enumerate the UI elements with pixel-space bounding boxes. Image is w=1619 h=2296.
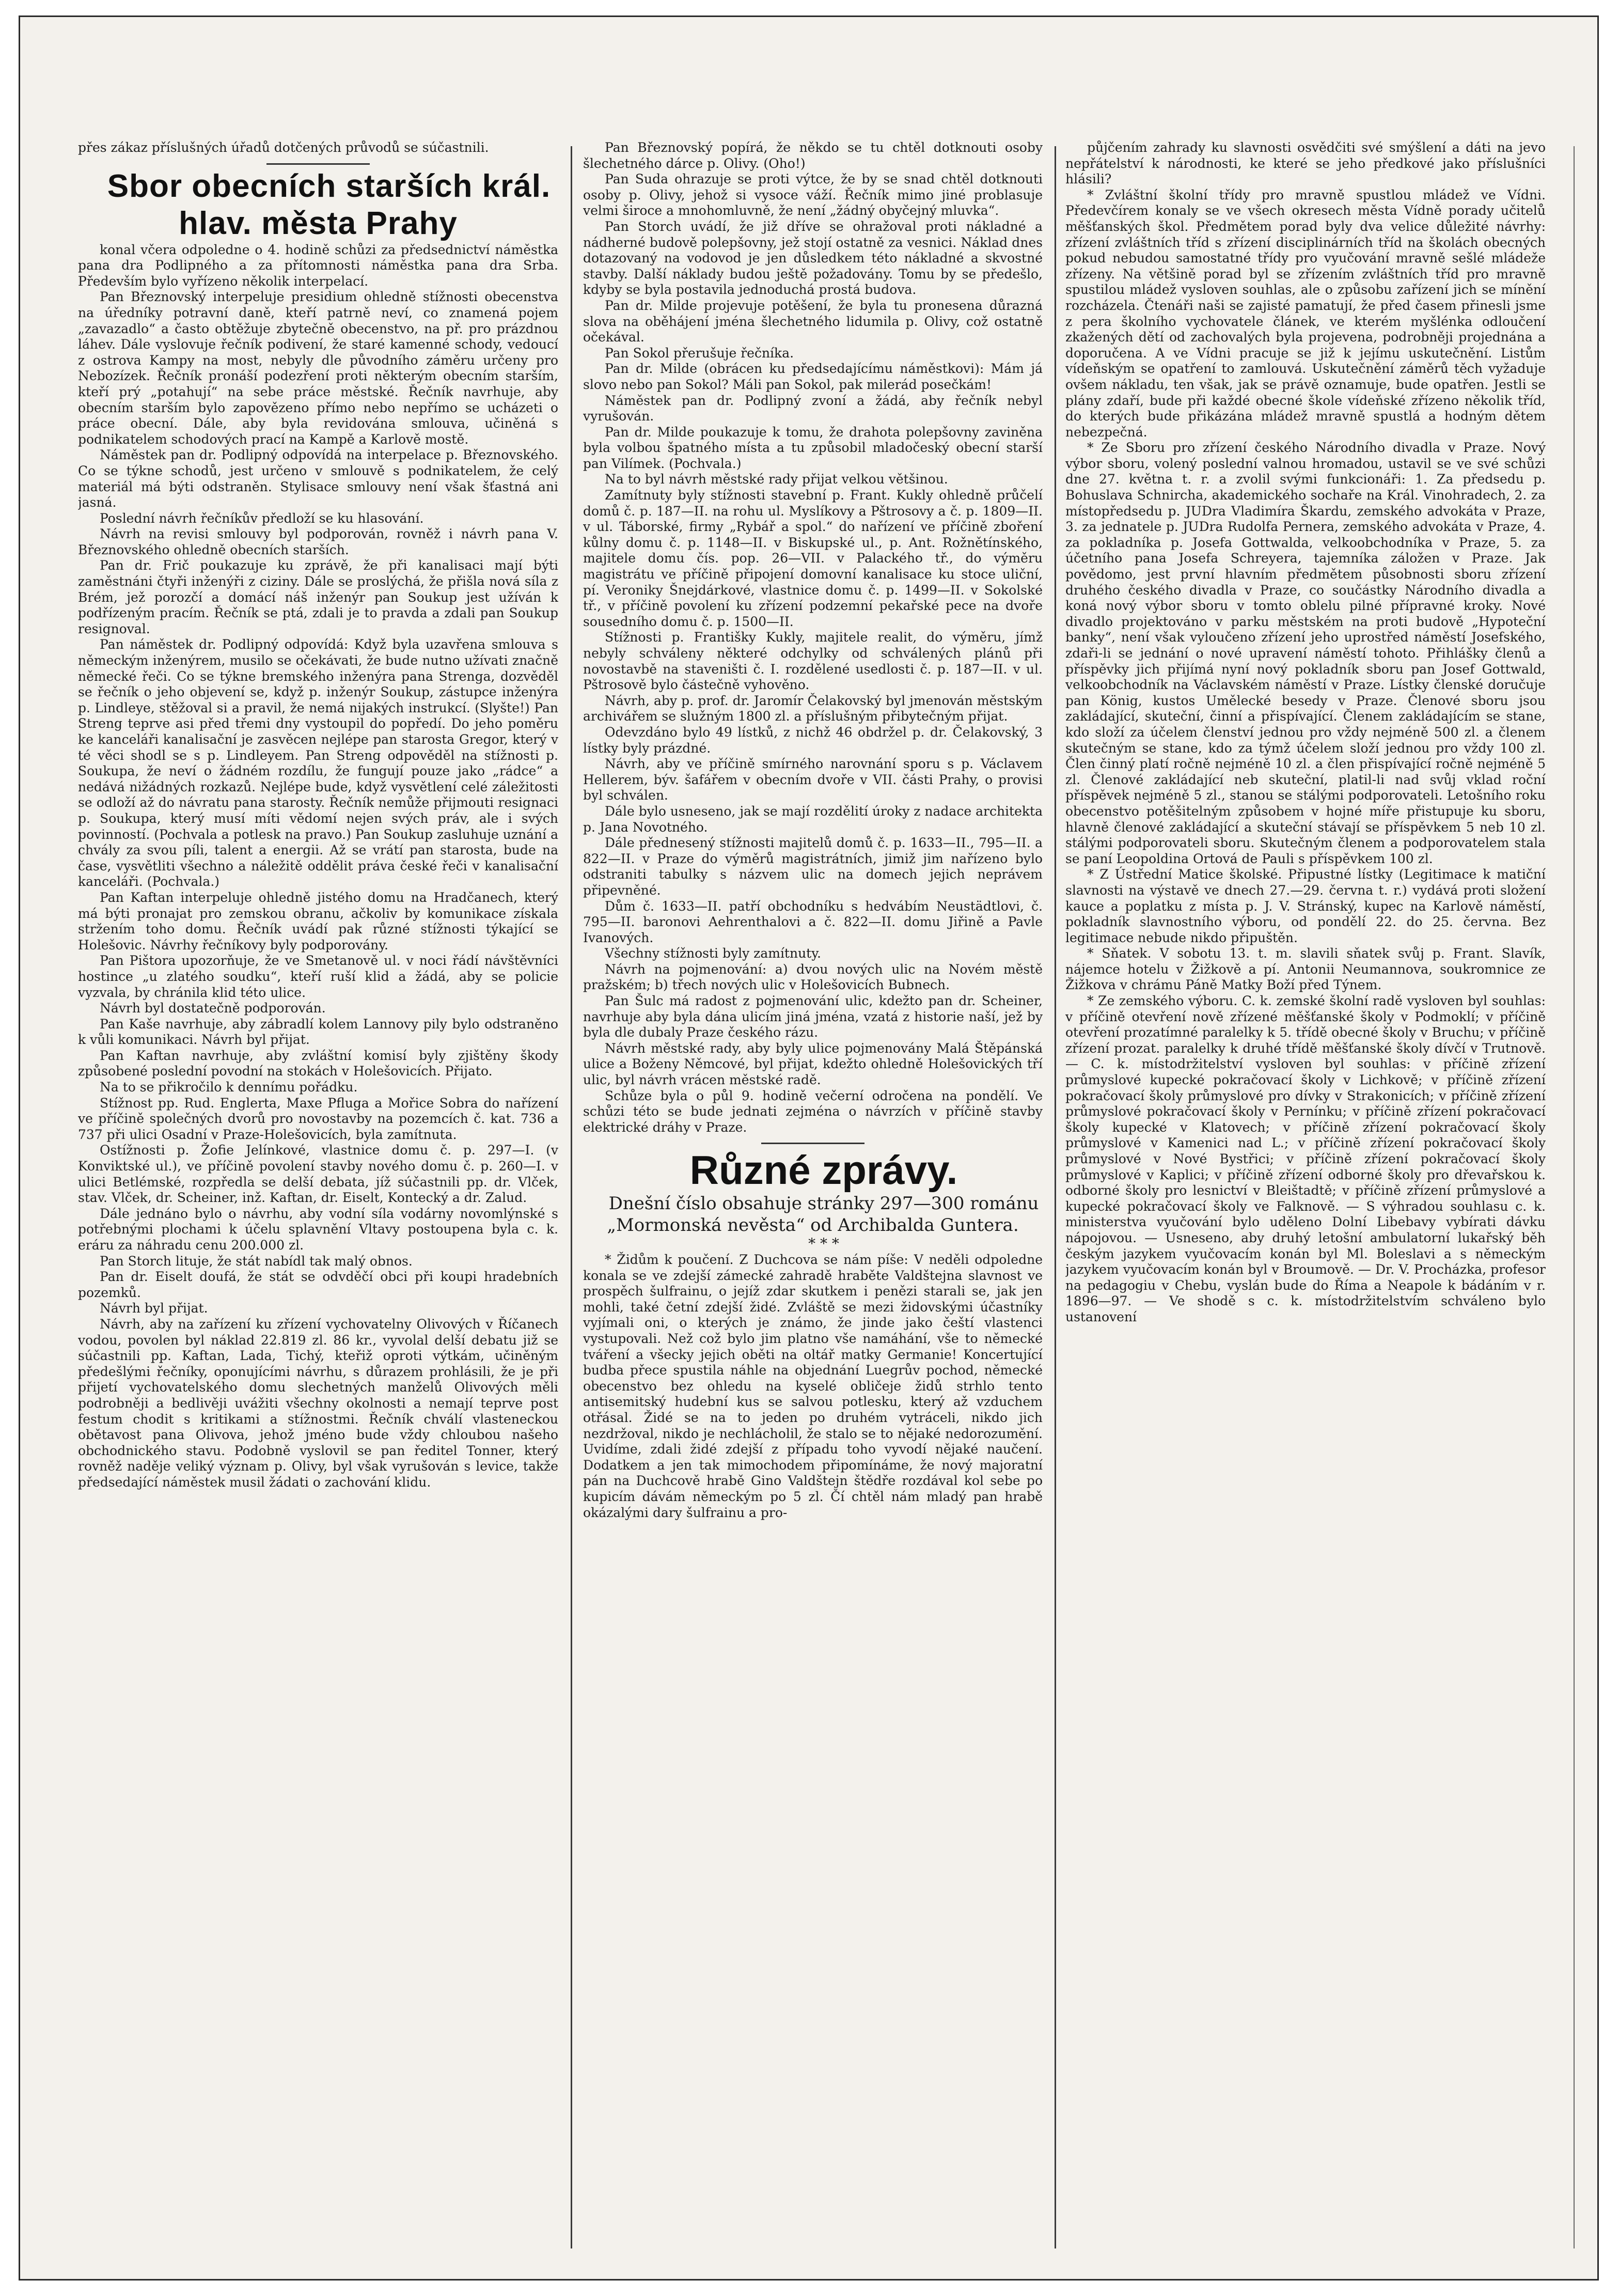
paragraph: Pan Březnovský popírá, že někdo se tu chtěl dotknouti osoby šlechetného dárce p. Olivy. (Oho!) [583, 140, 1043, 171]
paragraph: Pan Storch uvádí, že již dříve se ohražoval proti nákladné a nádherné budově polepšovny, jež stojí ostatně za vesnici. Náklad dnes dotazovaný na vodovod je jen důsledkem této nákladné a skvostné stavby. Další náklady budou ještě požadovány. Tomu by se předešlo, kdyby se byla postavila jednoduchá prostá budova. [583, 218, 1043, 298]
paragraph: Dále přednesený stížnosti majitelů domů č. p. 1633—II., 795—II. a 822—II. v Praze do výměrů magistrátních, jimiž jim nařízeno bylo odstraniti tabulky s názvem ulic na domech jejich neprávem připevněné. [583, 835, 1043, 898]
paragraph: Pan Sokol přerušuje řečníka. [605, 345, 794, 361]
paragraph: * Ze Sboru pro zřízení českého Národního divadla v Praze. Nový výbor sboru, volený poslední valnou hromadou, ustavil se ve své schůzi dne 27. května t. r. a zvolil svými funkcionáři: 1. Za předsedu p. Bohuslava Schnircha, akademického sochaře na Král. Vinohradech, 2. za místopředsedu p. JUDra Vladimíra Škardu, zemského advokáta v Praze, 3. za jednatele p. JUDra Rudolfa Pernera, zemského advokáta v Praze, 4. za pokladníka p. Josefa Gottwalda, velkoobchodníka v Praze, 5. za účetního pana Josefa Schreyera, tajemníka záložen v Praze. Jak povědomo, jest první hlavním předmětem působnosti sboru zřízení druhého českého divadla v Praze, co součástky Národního divadla a koná nový výbor sboru v tomto oblelu pilné přípravné kroky. Nové divadlo projektováno v parku městském na proti budově „Hypoteční banky“, není však vyloučeno zřízení jeho uprostřed náměstí Josefského, zdaři-li se jednání o nové upravení náměstí tohoto. Přihlášky členů a příspěvky jich přijímá nyní nový pokladník sboru pan Josef Gottwald, velkoobchodník na Václavském náměstí v Praze. Lístky členské doručuje pan König, kustos Umělecké besedy v Praze. Členové sboru jsou zakládající, skuteční, činní a přispívající. Členem zakládajícím se stane, kdo složí za účelem členství jednou pro vždy nejméně 500 zl. a členem skutečným se stane, kdo za týmž účelem složí jednou pro vždy 100 zl. Člen činný platí ročně nejméně 10 zl. a člen přispívající ročně nejméně 5 zl. Členové zakládající neb skuteční, platil-li nad svůj vklad roční příspěvek nejméně 5 zl., stanou se stálými podporovateli. Letošního roku obecenstvo potěšitelným způsobem v hojné míře přistupuje ku sboru, hlavně členové zakládající a skuteční stávají se příspěvkem 5 neb 10 zl. stálými podporovateli sboru. Skutečným členem a podporovatelem stala se paní Leopoldina Ortová de Pauli s příspěvkem 100 zl. [1065, 440, 1546, 866]
column-3-body [1065, 140, 1546, 1325]
paragraph: Na to byl návrh městské rady přijat velkou většinou. [605, 472, 948, 487]
column-divider [1055, 146, 1056, 2248]
newspaper-page [19, 15, 1599, 2281]
column-1-body [78, 242, 558, 1491]
paragraph: Pan dr. Milde projevuje potěšení, že byla tu pronesena důrazná slova na oběhájení jména šlechetného lidumila p. Olivy, což ostatně očekával. [583, 298, 1043, 345]
paragraph: Stížnost pp. Rud. Englerta, Maxe Pfluga a Mořice Sobra do nařízení ve příčině společných dvorů pro novostavby na pozemcích č. kat. 736 a 737 při ulici Osadní v Praze-Holešovicích, byla zamítnuta. [78, 1095, 558, 1142]
separator-rule [266, 163, 370, 165]
column-2 [583, 140, 1043, 2247]
paragraph: Pan Kaftan interpeluje ohledně jistého domu na Hradčanech, který má býti pronajat pro zemskou obranu, ačkoliv by komunikace získala stržením toho domu. Řečník uvádí pak různé stížnosti týkající se Holešovic. Návrhy řečníkovy byly podporovány. [78, 889, 558, 952]
paragraph: Návrh na pojmenování: a) dvou nových ulic na Novém městě pražském; b) třech nových ulic v Holešovicích Bubnech. [583, 961, 1043, 993]
paragraph: Na to se přikročilo k dennímu pořádku. [100, 1080, 358, 1095]
paragraph: Pan Kaše navrhuje, aby zábradlí kolem Lannovy pily bylo odstraněno k vůli komunikaci. Návrh byl přijat. [78, 1016, 558, 1048]
article-headline-sbor: Sbor obecních starších král. hlav. města Prahy [107, 168, 551, 241]
page-edge-rule [1574, 146, 1575, 2248]
paragraph: Pan dr. Milde (obrácen ku předsedajícímu náměstkovi): Mám já slovo nebo pan Sokol? Máli pan Sokol, pak milerád posečkám! [583, 361, 1043, 392]
column-1 [78, 140, 558, 2247]
column-1-intro: přes zákaz příslušných úřadů dotčených průvodů se súčastnili. [78, 140, 489, 155]
paragraph: Dále bylo usneseno, jak se mají rozdělití úroky z nadace architekta p. Jana Novotného. [583, 803, 1043, 835]
separator-rule [761, 1143, 864, 1144]
paragraph: Pan Storch lituje, že stát nabídl tak malý obnos. [100, 1253, 413, 1269]
paragraph: Pan náměstek dr. Podlipný odpovídá: Když byla uzavřena smlouva s německým inženýrem, musilo se očekávati, že bude nutno užívati značně německé řeči. Co se týkne bremského inženýra pana Strenga, dozvěděl se řečník o jeho objevení se, když p. inženýr Soukup, zástupce inženýra p. Lindleye, stěžoval si a pravil, že nemá nijakých instrukcí. (Slyšte!) Pan Streng teprve asi před třemi dny vystoupil do popředí. Do jeho poměru ke kanceláři kanalisační je zasvěcen nejlépe pan starosta Gregor, který v té věci shodl se s p. Lindleyem. Pan Streng odpověděl na stížnosti p. Soukupa, že neví o žádném rozdílu, že fungují pouze jako „rádce“ a nedává nižádných rozkazů. Nejlépe bude, když vysvětlení celé záležitosti se odloží až do návratu pana starosty. Řečník nemůže přijmouti resignaci p. Soukupa, který musí míti vědomí nejen svých práv, ale i svých povinností. (Pochvala a potlesk na pravo.) Pan Soukup zasluhuje uznání a chvály za svou píli, talent a energii. Až se vrátí pan starosta, bude na čase, vysvětliti všechno a náležitě oddělit práva české řeči v kanalisační kanceláři. (Pochvala.) [78, 637, 558, 889]
paragraph: Pan dr. Frič poukazuje ku zprávě, že při kanalisaci mají býti zaměstnáni čtyři inženýři z ciziny. Dále se proslýchá, že přišla nová síla z Brém, jež porozčí a domácí náš inženýr pan Soukup jest užíván k podřízeným pracím. Řečník se ptá, zdali je to pravda a zdali pan Soukup resignoval. [78, 558, 558, 636]
paragraph: Zamítnuty byly stížnosti stavební p. Frant. Kukly ohledně průčelí domů č. p. 187—II. na rohu ul. Myslíkovy a Pštrosovy a č. p. 1809—II. v ul. Táborské, firmy „Rybář a spol.“ do nařízení ve příčině zboření kůlny domu č. p. 1148—II. v Biskupské ul., p. Ant. Rožnětínského, majitele domu čís. pop. 26—VII. v Palackého tř., do výměru magistrátu ve příčině připojení domovní kanalisace ku stoce uliční, pí. Veroniky Šnejdárkové, vlastnice domu č. p. 1499—II. v Sokolské tř., v příčině povolení ku zřízení podzemní pekařské pece na dvoře sousedního domu č. p. 1500—II. [583, 488, 1043, 629]
paragraph: * Zvláštní školní třídy pro mravně spustlou mládež ve Vídni. Předevčírem konaly se ve všech okresech města Vídně porady učitelů měšťanských škol. Předmětem porad byly dva velice důležité návrhy: zřízení zvláštních tříd s zřízení disciplinárních tříd na školách obecných pokud nebudou samostatné třídy pro vyučování mravně sešlé mládeže zřízeny. Na většině porad byl se zřízením zvláštních tříd pro mravně spustilou mládež vysloven souhlas, ale o způsobu zařízení jich se mínění rozcházela. Čtenáři naši se zajisté pamatují, že před časem přinesli jsme z pera školního vychovatele článek, ve kterém myšlénka odloučení zkažených dětí od zachovalých byla projevena, podrobněji projednána a doporučena. A ve Vídni pracuje se již k jejímu uskutečnění. Listům vídeňským se opatření to zamlouvá. Uskutečnění záměrů těch vyžaduje ovšem nákladu, ten však, jak se právě oznamuje, bude opatřen. Jestli se plány zdaří, bude při každé obecné škole vídeňské zřízeno několik tříd, do kterých bude přikázána mládež mravně spustlá a hodným dětem nebezpečná. [1065, 187, 1546, 440]
paragraph: Dále jednáno bylo o návrhu, aby vodní síla vodárny novomlýnské s potřebnými plochami k účelu splavnění Vltavy postoupena byla c. k. eráru za náhradu cenu 200.000 zl. [78, 1206, 558, 1253]
column-2-body [583, 140, 1043, 1135]
paragraph: Pan Kaftan navrhuje, aby zvláštní komisí byly zjištěny škody způsobené poslední povodní na stokách v Holešovicích. Přijato. [78, 1048, 558, 1079]
paragraph: * Sňatek. V sobotu 13. t. m. slavili sňatek svůj p. Frant. Slavík, nájemce hotelu v Žižkově a pí. Antonii Neumannova, soukromnice ze Žižkova v chrámu Páně Matky Boží před Týnem. [1065, 946, 1546, 993]
paragraph: * Ze zemského výboru. C. k. zemské školní radě vysloven byl souhlas: v příčině otevření nově zřízené měšťanské školy v Podmoklí; v příčině otevření prozatímné paralelky k 5. třídě obecné školy v Bruchu; v příčině zřízení prozat. paralelky k druhé třídě měšťanské školy dívčí v Trutnově. — C. k. místodržitelství vysloven byl souhlas: v příčině zřízení průmyslové kupecké pokračovací školy v Lichkově; v příčině zřízení pokračovací školy průmyslové pro dívky v Strakonicích; v příčině zřízení průmyslové pokračovací školy v Pernínku; v příčině zřízení pokračovací školy kupecké v Klatovech; v příčině zřízení pokračovací školy průmyslové v Kamenici nad L.; v příčině zřízení pokračovací školy průmyslové v Nové Bystřici; v příčině zřízení pokračovací školy průmyslové v Kaplici; v příčině zřízení odborné školy pro dřevařskou k. odborné školy pro lesnictví v Bleištadtě; v příčině zřízení průmyslové a kupecké pokračovací školy ve Falknově. — S výhradou souhlasu c. k. ministerstva vyučování bylo uděleno Dolní Libebavy vybírati dávku nápojovou. — Usneseno, aby druhý letošní ambulatorní lukařský běh českým jazykem vyučovacím konán byl Ml. Boleslavi a s německým jazykem vyučovacím konán byl v Broumově. — Dr. V. Procházka, profesor na pedagogiu v Chebu, vyslán bude do Říma a Neapole k bádáním v r. 1896—97. — Ve shodě s c. k. místodržitelstvím schváleno bylo ustanovení [1065, 993, 1546, 1324]
paragraph: Návrh byl přijat. [100, 1301, 208, 1316]
paragraph: Pan Pištora upozorňuje, že ve Smetanově ul. v noci řádí návštěvníci hostince „u zlatého soudku“, kteří ruší klid a žádá, aby se policie vyzvala, by chránila klid této ulice. [78, 953, 558, 1000]
paragraph: Návrh, aby ve příčině smírného narovnání sporu s p. Václavem Hellerem, býv. šafářem v obecním dvoře v VII. části Prahy, o provisi byl schválen. [583, 756, 1043, 803]
paragraph: konal včera odpoledne o 4. hodině schůzi za předsednictví náměstka pana dra Podlipného a za přítomnosti náměstka pana dra Srba. Především bylo vyřízeno několik interpelací. [78, 242, 558, 289]
section-headline-ruzne-zpravy: Různé zprávy. [689, 1147, 958, 1193]
stars-separator: * * * [808, 1235, 839, 1253]
paragraph: Pan dr. Eiselt doufá, že stát se odvděčí obci při koupi hradebních pozemků. [78, 1269, 558, 1300]
lead-note: Dnešní číslo obsahuje stránky 297—300 románu „Mormonská nevěsta“ od Archibalda Guntera. [607, 1193, 1039, 1236]
paragraph: Návrh byl dostatečně podporován. [100, 1001, 326, 1016]
paragraph: Návrh na revisi smlouvy byl podporován, rovněž i návrh pana V. Březnovského ohledně obecních starších. [78, 526, 558, 557]
paragraph: Pan dr. Milde poukazuje k tomu, že drahota polepšovny zaviněna byla volbou špatného místa a tu způsobil mladočeský obecní starší pan Vilímek. (Pochvala.) [583, 424, 1043, 471]
column-3 [1065, 140, 1546, 2247]
paragraph: Návrh, aby p. prof. dr. Jaromír Čelakovský byl jmenován městským archivářem se služným 1800 zl. a příslušným přibytečným přijat. [583, 693, 1043, 724]
paragraph: půjčením zahrady ku slavnosti osvědčiti své smýšlení a dáti na jevo nepřátelství k národnosti, ke které se jeho předkové jako příslušníci hlásili? [1065, 140, 1546, 187]
paragraph: Stížnosti p. Františky Kukly, majitele realit, do výměru, jímž nebyly schváleny některé odchylky od schválených plánů při novostavbě na staveništi č. I. rozdělené usedlosti č. p. 187—II. v ul. Pštrosově bylo částečně vyhověno. [583, 630, 1043, 693]
paragraph: * Židům k poučení. Z Duchcova se nám píše: V neděli odpoledne konala se ve zdejší zámecké zahradě hraběte Valdštejna slavnost ve prospěch šulfrainu, o jejíž zdar skutkem i penězi starali se, jak jen mohli, také četní zdejší židé. Zvláště se mezi židovskými účastníky vyjímali oni, o kterých je známo, že jinde jako čeští vlastenci vystupovali. Než což bylo jim platno vše namáhání, vše to německé tváření a všecky jejich oběti na oltář matky Germanie! Koncertující budba přece spustila náhle na objednání Luegrův pochod, německé obecenstvo bez ohledu na kyselé obličeje židů strhlo tento antisemitský hudební kus se salvou potlesku, který až vzduchem otřásal. Židé se na to jeden po druhém vytráceli, nikdo jich nezdržoval, nikdo je nechlácholil, že stalo se to nějaké nedorozumění. Uvidíme, zdali židé zdejší z případu toho vyvodí nějaké naučení. Dodatkem a jen tak mimochodem připomínáme, že nový majoratní pán na Duchcově hrabě Gino Valdštejn štědře rozdával kol sebe po kupicím dávám německým po 5 zl. Čí chtěl nám mladý pan hrabě okázalými dary šulfrainu a pro- [583, 1252, 1043, 1520]
column-2-body-after [583, 1252, 1043, 1521]
paragraph: Pan Šulc má radost z pojmenování ulic, kdežto pan dr. Scheiner, navrhuje aby byla dána ulicím jiná jména, vzatá z historie naší, jež by byla dle dubaly Praze českého rázu. [583, 993, 1043, 1040]
paragraph: Všechny stížnosti byly zamítnuty. [605, 946, 821, 961]
paragraph: Náměstek pan dr. Podlipný zvoní a žádá, aby řečník nebyl vyrušován. [583, 393, 1043, 424]
paragraph: * Z Ústřední Matice školské. Připustné lístky (Legitimace k matiční slavnosti na výstavě ve dnech 27.—29. června t. r.) vydává proti složení kauce a poplatku z místa p. J. V. Stránský, kupec na Karlově náměstí, pokladník slavnostního výboru, od pondělí 22. do 25. června. Bez legitimace nebude nikdo připuštěn. [1065, 867, 1546, 945]
paragraph: Pan Březnovský interpeluje presidium ohledně stížnosti obecenstva na úředníky potravní daně, kteří patrně neví, co znamená pojem „zavazadlo“ a často obtěžuje zbytečně obecenstvo, na př. pro prázdnou láhev. Dále vyslovuje řečník podivení, že staré kamenné schody, vedoucí z ostrova Kampy na most, nebyly dle původního záměru určeny pro Nebozízek. Řečník pronáší podezření proti některým obecním starším, kteří prý „potahují“ na sebe práce městské. Řečník navrhuje, aby obecním starším bylo zapovězeno přímo nebo nepřímo se ucházeti o práce obecní. Dále, aby byla revidována smlouva, učiněná s podnikatelem schodových prací na Kampě a Karlově mostě. [78, 289, 558, 447]
paragraph: Pan Suda ohrazuje se proti výtce, že by se snad chtěl dotknouti osoby p. Olivy, jehož si vysoce váží. Řečník mimo jiné problasuje velmi široce a mnohomluvně, že není „žádný obyčejný mluvka“. [583, 171, 1043, 218]
paragraph: Náměstek pan dr. Podlipný odpovídá na interpelace p. Březnovského. Co se týkne schodů, jest určeno v smlouvě s podnikatelem, že celý materiál má býti odstraněn. Stylisace smlouvy není však šťastná ani jasná. [78, 447, 558, 510]
paragraph: Schůze byla o půl 9. hodině večerní odročena na pondělí. Ve schůzi této se bude jednati zejména o návrzích v příčině stavby elektrické dráhy v Praze. [583, 1088, 1043, 1135]
paragraph: Ostížnosti p. Žofie Jelínkové, vlastnice domu č. p. 297—I. (v Konviktské ul.), ve příčině povolení stavby nového domu č. p. 260—I. v ulici Betlémské, rozpředla se delší debata, jíž súčastnili pp. dr. Vlček, stav. Vlček, dr. Scheiner, inž. Kaftan, dr. Eiselt, Kontecký a dr. Zalud. [78, 1143, 558, 1206]
paragraph: Odevzdáno bylo 49 lístků, z nichž 46 obdržel p. dr. Čelakovský, 3 lístky byly prázdné. [583, 724, 1043, 756]
paragraph: Návrh městské rady, aby byly ulice pojmenovány Malá Štěpánská ulice a Boženy Němcové, byl přijat, kdežto ohledně Holešovických tří ulic, byl návrh vrácen městské radě. [583, 1040, 1043, 1088]
paragraph: Poslední návrh řečníkův předloží se ku hlasování. [100, 510, 424, 526]
column-divider [571, 146, 572, 2248]
paragraph: Návrh, aby na zařízení ku zřízení vychovatelny Olivových v Říčanech vodou, povolen byl náklad 22.819 zl. 86 kr., vyvolal delší debatu již se súčastnili pp. Kaftan, Lada, Tichý, kteřiž oproti výtkám, učiněným předešlými řečníky, oponujícími návrhu, s důrazem prohlásili, že je při přijetí vychovatelského domu slechetných manželů Olivových měli podrobněji a bedlivěji uvážiti všechny okolnosti a nemají teprve post festum chodit s kritikami a stížnostmi. Řečník chválí vlasteneckou obětavost pana Olivova, jehož jméno bude vždy chloubou našeho obchodnického stavu. Podobně vyslovil se pan ředitel Tonner, který rovněž naděje veliký význam p. Olivy, byl však vyrušován s levice, takže předsedající náměstek musil žádati o zachování klidu. [78, 1316, 558, 1490]
paragraph: Dům č. 1633—II. patří obchodníku s hedvábím Neustädtlovi, č. 795—II. baronovi Aehrenthalovi a č. 822—II. domu Jiřině a Pavle Ivanových. [583, 898, 1043, 945]
